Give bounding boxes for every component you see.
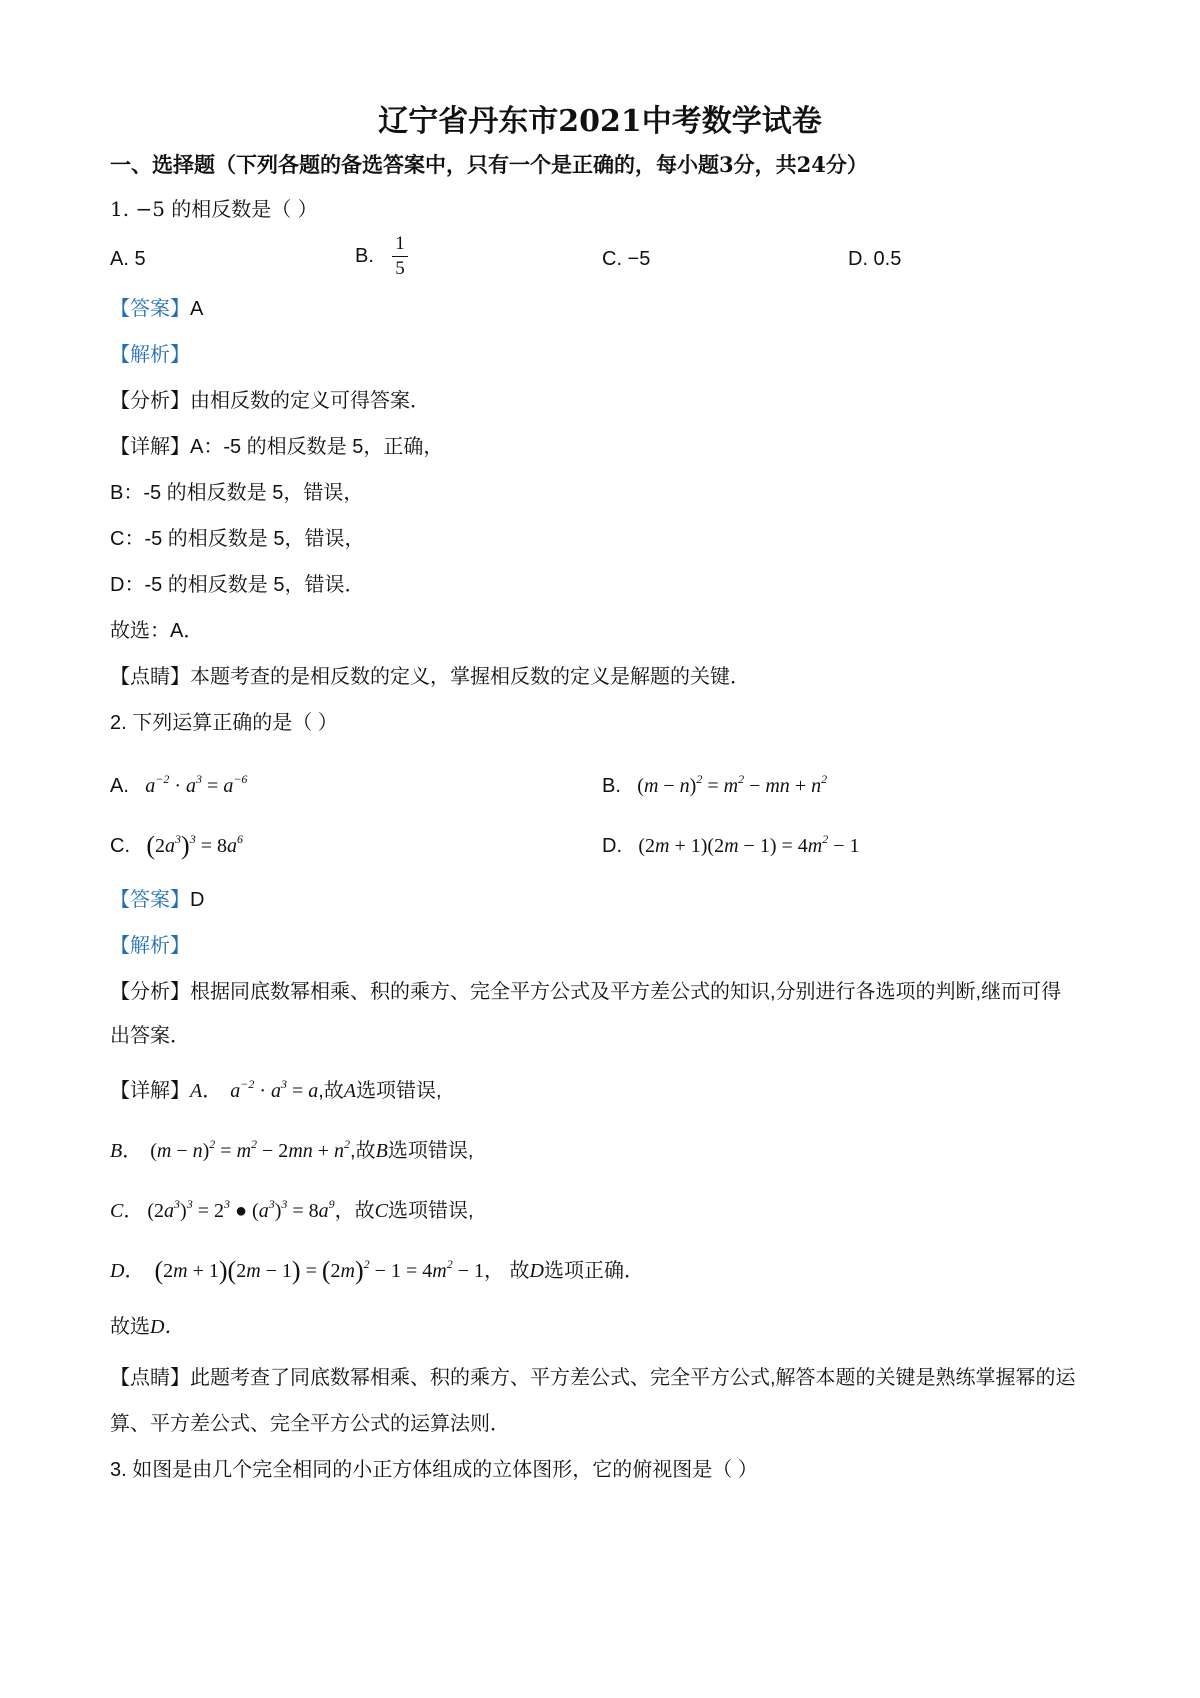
q2-option-d-label: D. <box>602 835 622 857</box>
q2-analysis-tag: 【解析】 <box>110 935 190 957</box>
q2-option-b <box>602 770 827 801</box>
q2-fenxi-line2: 出答案． <box>110 1025 190 1047</box>
detail-tag: 【详解】 <box>110 1080 190 1102</box>
q1-detail-c: C：-5 的相反数是 5，错误， <box>110 528 365 550</box>
q2-dianjing-line2: 算、平方差公式、完全平方公式的运算法则． <box>110 1413 510 1435</box>
q1-option-c: C. −5 <box>602 248 651 270</box>
q1-option-d: D. 0.5 <box>848 248 902 270</box>
q1-option-b-fraction <box>392 232 408 281</box>
answer-tag: 【答案】 <box>110 889 190 911</box>
q1-stem: 1. −5 的相反数是（ ） <box>110 197 318 221</box>
q2-dianjing-line1: 【点睛】此题考查了同底数幂相乘、积的乘方、平方差公式、完全平方公式,解答本题的关键是熟练掌握幂的运 <box>110 1367 1076 1389</box>
q3-stem: 3. 如图是由几个完全相同的小正方体组成的立体图形，它的俯视图是（ ） <box>110 1459 758 1481</box>
q2-option-d-formula: $(2m + 1)(2m - 1) = 4m^2 - 1$ <box>638 832 860 857</box>
q1-choose: 故选：A． <box>110 620 204 642</box>
q1-option-a: A. 5 <box>110 248 146 270</box>
q2-choose: 故选D． <box>110 1316 185 1338</box>
q1-option-b-label: B. <box>355 245 374 267</box>
q1-detail-a: 【详解】A：-5 的相反数是 5，正确， <box>110 436 444 458</box>
section-heading: 一、选择题（下列各题的备选答案中，只有一个是正确的，每小题3分，共24分） <box>110 152 868 177</box>
q2-detail-c: C． $(2a^3)^3 = 2^3$ ● $(a^3)^3 = 8a^9$，故C选项错误, <box>110 1197 474 1222</box>
q2-detail-a: 【详解】A． $a^{-2} \cdot a^3 = a$,故A选项错误, <box>110 1077 442 1102</box>
q1-detail-b: B：-5 的相反数是 5，错误， <box>110 482 364 504</box>
q2-answer: D <box>190 889 205 911</box>
q2-option-a-formula: $a^{-2} \cdot a^3 = a^{-6}$ <box>145 772 248 797</box>
q1-answer-line <box>110 294 203 324</box>
q2-fenxi-line1: 【分析】根据同底数幂相乘、积的乘方、完全平方公式及平方差公式的知识,分别进行各选项的判断,继而可得 <box>110 981 1062 1003</box>
q1-answer: A <box>190 298 204 320</box>
q2-option-b-label: B. <box>602 775 621 797</box>
q2-option-d <box>602 830 860 861</box>
q2-detail-d: D． $(2m + 1)(2m - 1) = (2m)^2 - 1 = 4m^2 - 1$， 故D选项正确． <box>110 1256 644 1285</box>
q2-detail-b: B． $(m - n)^2 = m^2 - 2mn + n^2$,故B选项错误, <box>110 1137 474 1162</box>
q1-analysis-tag: 【解析】 <box>110 344 190 366</box>
q2-stem: 2. 下列运算正确的是（ ） <box>110 712 338 734</box>
answer-tag: 【答案】 <box>110 298 190 320</box>
fraction-numerator: 1 <box>392 232 408 257</box>
fraction-denominator: 5 <box>395 258 405 279</box>
q2-option-a <box>110 770 247 801</box>
q1-detail-d: D：-5 的相反数是 5，错误． <box>110 574 365 596</box>
q2-option-c-formula: $(2a^3)^3 = 8a^6$ <box>146 831 243 860</box>
q2-option-c-label: C. <box>110 835 130 857</box>
page-title: 辽宁省丹东市2021中考数学试卷 <box>378 104 822 139</box>
q2-answer-line <box>110 885 204 915</box>
q2-option-c <box>110 830 243 861</box>
q1-dianjing: 【点睛】本题考查的是相反数的定义，掌握相反数的定义是解题的关键． <box>110 666 750 688</box>
q2-option-a-label: A. <box>110 775 129 797</box>
q2-option-b-formula: $(m - n)^2 = m^2$ − mn + $n^2$ <box>637 772 828 797</box>
q1-fenxi: 【分析】由相反数的定义可得答案． <box>110 390 430 412</box>
q1-option-b <box>355 232 408 281</box>
